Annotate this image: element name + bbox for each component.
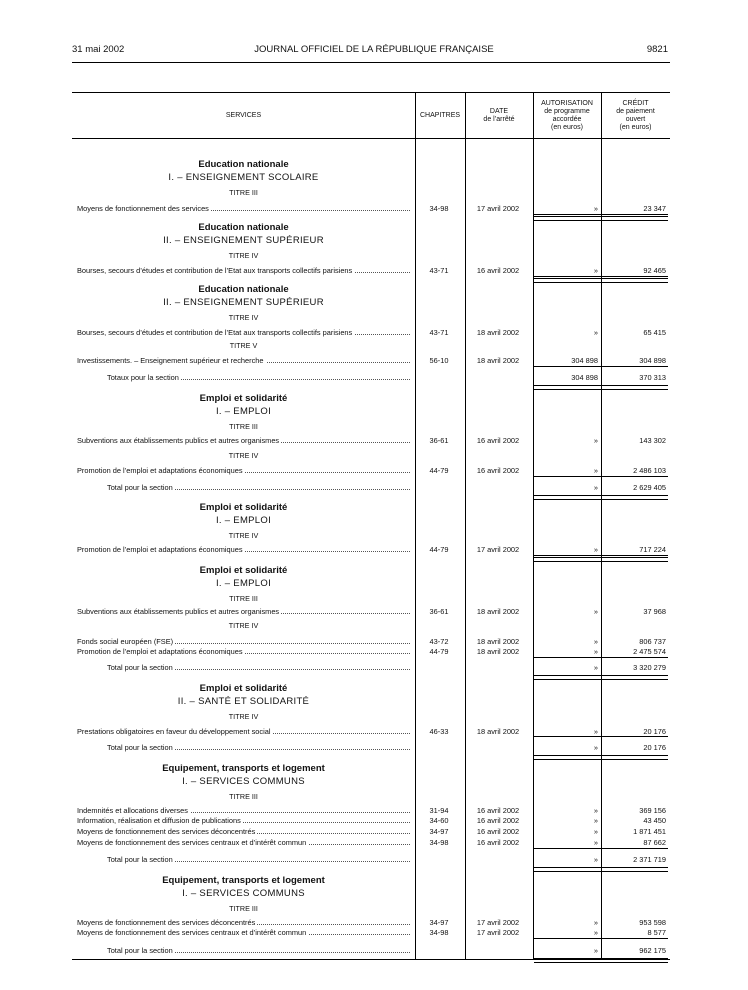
- chapitre-cell: 43-72: [429, 637, 449, 646]
- service-cell: [77, 927, 410, 938]
- total-double-rule: [534, 867, 668, 872]
- table-row: [72, 355, 670, 366]
- credit-cell: 43 450: [643, 816, 666, 825]
- credit-cell: 717 224: [639, 545, 666, 554]
- department-heading: Emploi et solidarité: [199, 502, 288, 513]
- service-label: Promotion de l’emploi et adaptations économiques: [77, 545, 243, 554]
- date-cell: 18 avril 2002: [476, 328, 520, 337]
- autorisation-cell: »: [593, 946, 598, 955]
- date-cell: 17 avril 2002: [476, 918, 520, 927]
- autorisation-cell: »: [593, 816, 598, 825]
- service-label: Total pour la section: [107, 855, 173, 864]
- service-label: Moyens de fonctionnement des services déconcentrés: [77, 827, 256, 836]
- service-cell: [77, 606, 410, 617]
- autorisation-cell: »: [593, 806, 598, 815]
- autorisation-cell: »: [593, 743, 598, 752]
- credit-cell: 962 175: [639, 946, 666, 955]
- service-cell: [77, 726, 410, 737]
- titre-heading: TITRE III: [229, 594, 258, 603]
- titre-heading: TITRE III: [229, 792, 258, 801]
- column-header-autorisation: AUTORISATION de programme accordée (en euros): [541, 99, 593, 131]
- service-label: Subventions aux établissements publics et autres organismes: [77, 607, 280, 616]
- autorisation-cell: »: [593, 266, 598, 275]
- autorisation-cell: »: [593, 637, 598, 646]
- service-label: Moyens de fonctionnement des services: [77, 204, 209, 213]
- department-heading: Equipement, transports et logement: [162, 875, 325, 886]
- service-label: Bourses, secours d’études et contribution de l’Etat aux transports collectifs parisiens: [77, 328, 353, 337]
- titre-heading: TITRE III: [229, 904, 258, 913]
- column-header-chapitres: CHAPITRES: [419, 111, 461, 119]
- service-cell: [107, 482, 410, 493]
- section-heading: II. – ENSEIGNEMENT SUPÉRIEUR: [163, 297, 324, 308]
- table-row: [72, 662, 670, 673]
- credit-cell: 2 371 719: [633, 855, 666, 864]
- chapitre-cell: 43-71: [429, 266, 449, 275]
- section-double-rule: [534, 278, 668, 283]
- table-row: [72, 837, 670, 848]
- autorisation-cell: »: [593, 855, 598, 864]
- service-label: Indemnités et allocations diverses: [77, 806, 188, 815]
- credit-cell: 20 176: [643, 727, 666, 736]
- chapitre-cell: 34-60: [429, 816, 449, 825]
- service-label: Moyens de fonctionnement des services centraux et d’intérêt commun: [77, 838, 307, 847]
- table-row: [72, 372, 670, 383]
- column-header-credit: CRÉDIT de paiement ouvert (en euros): [616, 99, 655, 131]
- service-label: Promotion de l’emploi et adaptations économiques: [77, 647, 243, 656]
- journal-title: JOURNAL OFFICIEL DE LA RÉPUBLIQUE FRANÇAISE: [254, 44, 494, 55]
- autorisation-cell: 304 898: [571, 373, 598, 382]
- department-heading: Education nationale: [198, 222, 289, 233]
- section-heading: II. – ENSEIGNEMENT SUPÉRIEUR: [163, 235, 324, 246]
- credit-cell: 23 347: [643, 204, 666, 213]
- table-row: [72, 482, 670, 493]
- credit-cell: 370 313: [639, 373, 666, 382]
- table-row: [72, 815, 670, 826]
- date-cell: 18 avril 2002: [476, 637, 520, 646]
- amount-rule: [534, 214, 668, 215]
- date-cell: 16 avril 2002: [476, 806, 520, 815]
- autorisation-cell: »: [593, 545, 598, 554]
- table-row: [72, 544, 670, 555]
- autorisation-cell: »: [593, 827, 598, 836]
- service-label: Fonds social européen (FSE): [77, 637, 174, 646]
- credit-cell: 2 486 103: [633, 466, 666, 475]
- table-row: [72, 927, 670, 938]
- credit-cell: 953 598: [639, 918, 666, 927]
- service-cell: [107, 372, 410, 383]
- department-heading: Education nationale: [198, 284, 289, 295]
- department-heading: Emploi et solidarité: [199, 393, 288, 404]
- service-label: Moyens de fonctionnement des services centraux et d’intérêt commun: [77, 928, 307, 937]
- credit-cell: 143 302: [639, 436, 666, 445]
- credit-cell: 20 176: [643, 743, 666, 752]
- service-label: Total pour la section: [107, 946, 173, 955]
- total-double-rule: [534, 958, 668, 963]
- chapitre-cell: 43-71: [429, 328, 449, 337]
- section-double-rule: [534, 557, 668, 562]
- service-cell: [77, 203, 410, 214]
- service-cell: [77, 837, 410, 848]
- table-row: [72, 465, 670, 476]
- date-cell: 18 avril 2002: [476, 356, 520, 365]
- date-cell: 18 avril 2002: [476, 647, 520, 656]
- amount-rule: [534, 657, 668, 658]
- chapitre-cell: 44-79: [429, 466, 449, 475]
- service-label: Prestations obligatoires en faveur du développement social: [77, 727, 271, 736]
- titre-heading: TITRE IV: [228, 712, 259, 721]
- service-label: Information, réalisation et diffusion de publications: [77, 816, 241, 825]
- service-cell: [107, 662, 410, 673]
- section-heading: I. – EMPLOI: [215, 515, 272, 526]
- amount-rule: [534, 848, 668, 849]
- date-cell: 16 avril 2002: [476, 466, 520, 475]
- chapitre-cell: 34-98: [429, 204, 449, 213]
- service-label: Subventions aux établissements publics et autres organismes: [77, 436, 280, 445]
- column-header-services: SERVICES: [225, 111, 262, 119]
- amount-rule: [534, 366, 668, 367]
- table-row: [72, 327, 670, 338]
- credit-cell: 369 156: [639, 806, 666, 815]
- chapitre-cell: 31-94: [429, 806, 449, 815]
- chapitre-cell: 34-98: [429, 928, 449, 937]
- table-row: [72, 742, 670, 753]
- chapitre-cell: 36-61: [429, 607, 449, 616]
- service-cell: [77, 327, 410, 338]
- credit-cell: 65 415: [643, 328, 666, 337]
- date-cell: 17 avril 2002: [476, 545, 520, 554]
- credit-cell: 37 968: [643, 607, 666, 616]
- department-heading: Equipement, transports et logement: [162, 763, 325, 774]
- date-cell: 17 avril 2002: [476, 204, 520, 213]
- section-heading: I. – ENSEIGNEMENT SCOLAIRE: [168, 172, 319, 183]
- column-header-date: DATE de l’arrêté: [483, 107, 515, 123]
- date-cell: 16 avril 2002: [476, 838, 520, 847]
- service-cell: [77, 826, 410, 837]
- chapitre-cell: 34-97: [429, 918, 449, 927]
- service-cell: [107, 854, 410, 865]
- autorisation-cell: »: [593, 928, 598, 937]
- autorisation-cell: »: [593, 647, 598, 656]
- department-heading: Emploi et solidarité: [199, 565, 288, 576]
- autorisation-cell: »: [593, 918, 598, 927]
- amount-rule: [534, 476, 668, 477]
- table-row: [72, 606, 670, 617]
- chapitre-cell: 36-61: [429, 436, 449, 445]
- service-label: Bourses, secours d’études et contribution de l’Etat aux transports collectifs parisiens: [77, 266, 353, 275]
- service-cell: [107, 742, 410, 753]
- service-label: Totaux pour la section: [107, 373, 179, 382]
- autorisation-cell: »: [593, 436, 598, 445]
- titre-heading: TITRE V: [229, 341, 258, 350]
- table-row: [72, 203, 670, 214]
- titre-heading: TITRE IV: [228, 531, 259, 540]
- autorisation-cell: »: [593, 466, 598, 475]
- autorisation-cell: »: [593, 838, 598, 847]
- chapitre-cell: 46-33: [429, 727, 449, 736]
- department-heading: Education nationale: [198, 159, 289, 170]
- titre-heading: TITRE III: [229, 422, 258, 431]
- chapitre-cell: 44-79: [429, 545, 449, 554]
- header-rule: [72, 62, 670, 63]
- credit-cell: 92 465: [643, 266, 666, 275]
- section-heading: II. – SANTÉ ET SOLIDARITÉ: [177, 696, 310, 707]
- service-cell: [77, 544, 410, 555]
- table-row: [72, 945, 670, 956]
- service-cell: [77, 265, 410, 276]
- credit-cell: 8 577: [647, 928, 666, 937]
- service-cell: [77, 435, 410, 446]
- titre-heading: TITRE IV: [228, 451, 259, 460]
- department-heading: Emploi et solidarité: [199, 683, 288, 694]
- autorisation-cell: 304 898: [571, 356, 598, 365]
- titre-heading: TITRE IV: [228, 621, 259, 630]
- date-cell: 16 avril 2002: [476, 266, 520, 275]
- titre-heading: TITRE III: [229, 188, 258, 197]
- total-double-rule: [534, 495, 668, 500]
- date-cell: 17 avril 2002: [476, 928, 520, 937]
- table-row: [72, 646, 670, 657]
- service-label: Moyens de fonctionnement des services déconcentrés: [77, 918, 256, 927]
- table-row: [72, 854, 670, 865]
- credit-cell: 2 629 405: [633, 483, 666, 492]
- autorisation-cell: »: [593, 328, 598, 337]
- date-cell: 16 avril 2002: [476, 816, 520, 825]
- autorisation-cell: »: [593, 483, 598, 492]
- total-double-rule: [534, 675, 668, 680]
- date-cell: 18 avril 2002: [476, 607, 520, 616]
- total-double-rule: [534, 755, 668, 760]
- date-cell: 16 avril 2002: [476, 827, 520, 836]
- page-date: 31 mai 2002: [72, 44, 125, 55]
- amount-rule: [534, 736, 668, 737]
- credit-cell: 3 320 279: [633, 663, 666, 672]
- autorisation-cell: »: [593, 607, 598, 616]
- date-cell: 18 avril 2002: [476, 727, 520, 736]
- autorisation-cell: »: [593, 663, 598, 672]
- chapitre-cell: 34-97: [429, 827, 449, 836]
- service-cell: [77, 815, 410, 826]
- autorisation-cell: »: [593, 204, 598, 213]
- section-heading: I. – SERVICES COMMUNS: [182, 888, 305, 899]
- amount-rule: [534, 555, 668, 556]
- section-heading: I. – EMPLOI: [215, 578, 272, 589]
- page-number: 9821: [646, 44, 668, 55]
- credit-cell: 1 871 451: [633, 827, 666, 836]
- credit-cell: 304 898: [639, 356, 666, 365]
- service-cell: [77, 355, 410, 366]
- table-row: [72, 265, 670, 276]
- section-heading: I. – EMPLOI: [215, 406, 272, 417]
- table-row: [72, 435, 670, 446]
- date-cell: 16 avril 2002: [476, 436, 520, 445]
- amount-rule: [534, 276, 668, 277]
- credit-cell: 87 662: [643, 838, 666, 847]
- credit-cell: 806 737: [639, 637, 666, 646]
- service-label: Total pour la section: [107, 663, 173, 672]
- section-heading: I. – SERVICES COMMUNS: [182, 776, 305, 787]
- titre-heading: TITRE IV: [228, 313, 259, 322]
- service-label: Investissements. – Enseignement supérieur et recherche: [77, 356, 264, 365]
- header-divider: [72, 138, 670, 139]
- service-cell: [107, 945, 410, 956]
- service-cell: [77, 646, 410, 657]
- service-label: Promotion de l’emploi et adaptations économiques: [77, 466, 243, 475]
- section-double-rule: [534, 216, 668, 221]
- credits-table: [72, 92, 670, 960]
- chapitre-cell: 34-98: [429, 838, 449, 847]
- amount-rule: [534, 938, 668, 939]
- service-cell: [77, 465, 410, 476]
- chapitre-cell: 44-79: [429, 647, 449, 656]
- service-label: Total pour la section: [107, 483, 173, 492]
- titre-heading: TITRE IV: [228, 251, 259, 260]
- table-row: [72, 826, 670, 837]
- service-label: Total pour la section: [107, 743, 173, 752]
- total-double-rule: [534, 385, 668, 390]
- chapitre-cell: 56-10: [429, 356, 449, 365]
- credit-cell: 2 475 574: [633, 647, 666, 656]
- autorisation-cell: »: [593, 727, 598, 736]
